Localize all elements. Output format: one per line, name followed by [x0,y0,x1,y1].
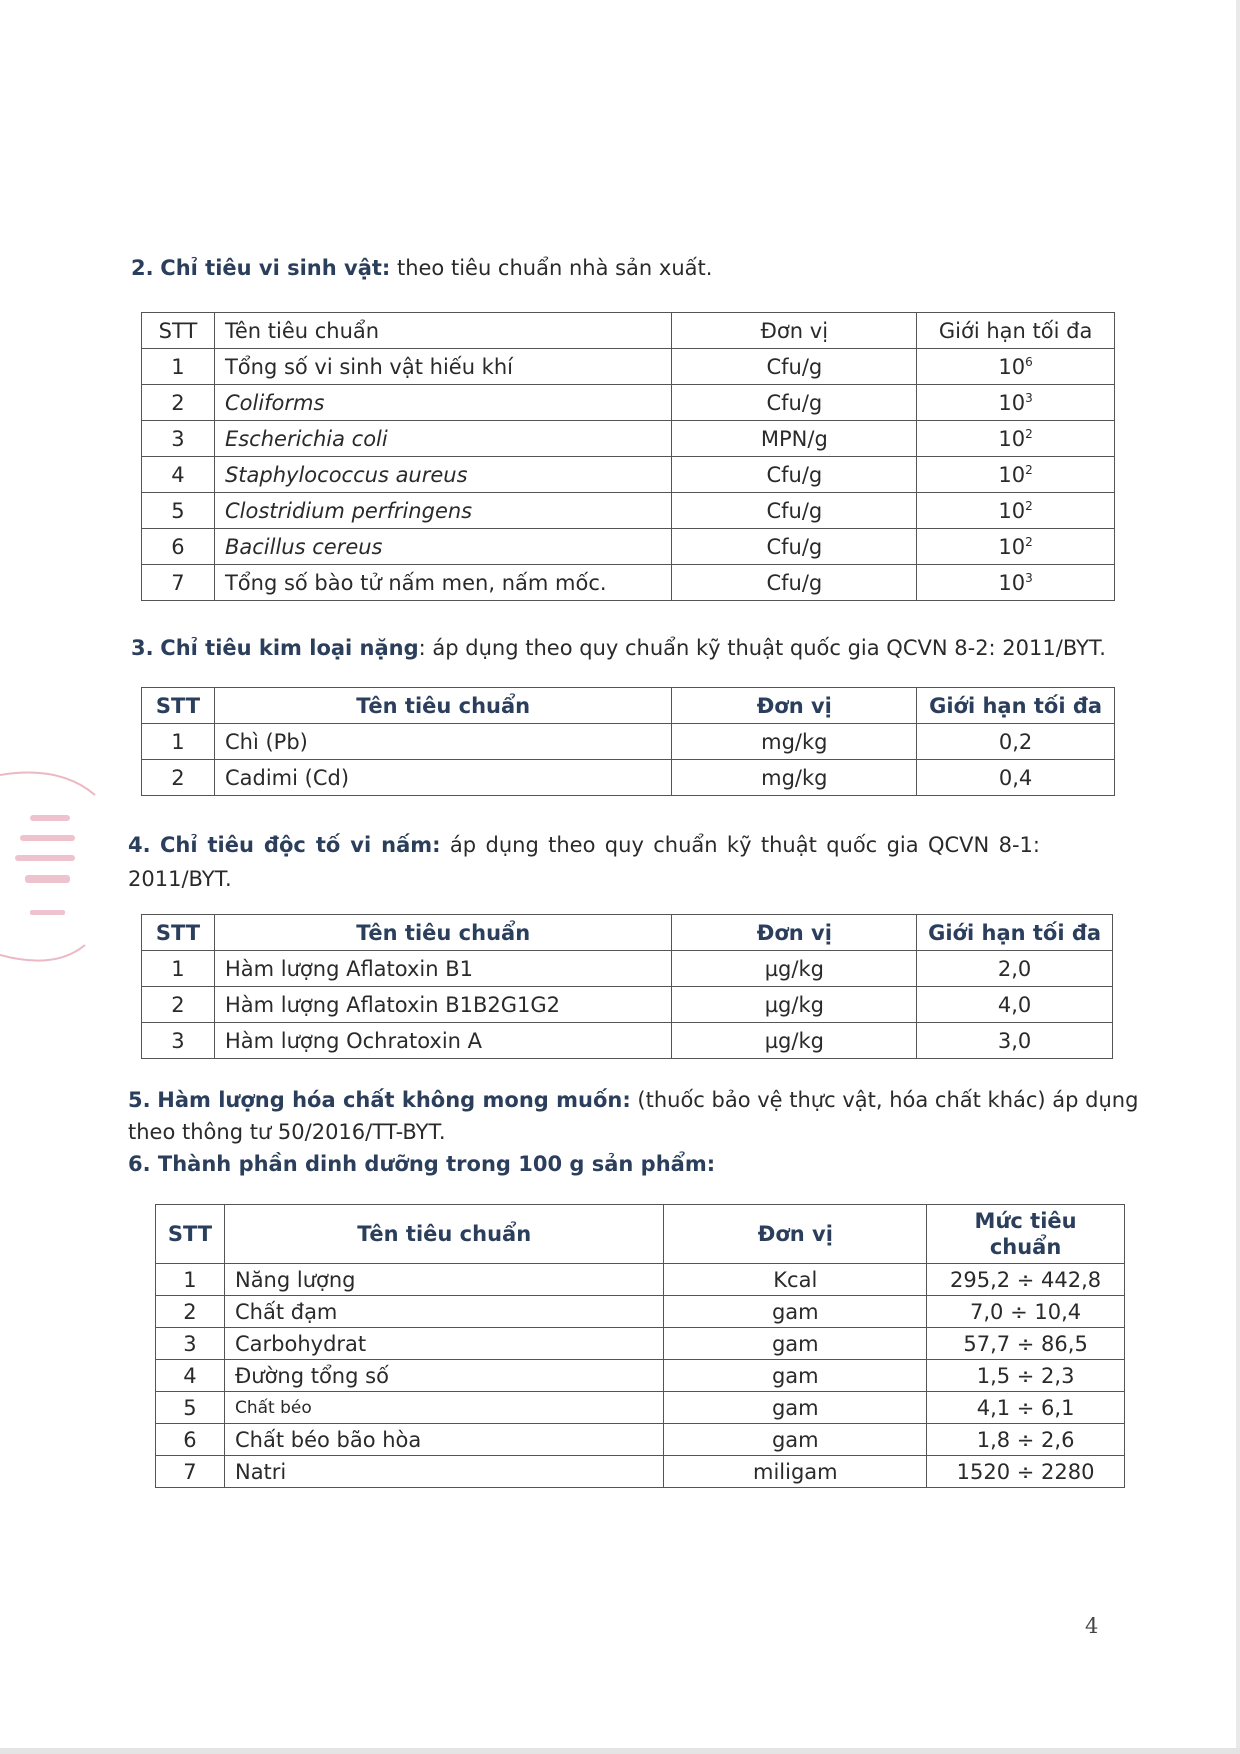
cell-value: 4,1 ÷ 6,1 [927,1392,1125,1424]
cell-name: Chất béo bão hòa [224,1424,663,1456]
limit-base: 10 [998,534,1026,559]
cell-limit [917,385,1115,421]
cell-stt: 1 [142,349,215,385]
cell-unit: Cfu/g [672,457,917,493]
cell-limit: 3,0 [917,1023,1113,1059]
section-4-title: Chỉ tiêu độc tố vi nấm: [159,833,441,857]
cell-stt: 5 [156,1392,225,1424]
cell-unit: mg/kg [672,760,917,796]
header-unit: Đơn vị [672,313,917,349]
heavy-metal-table [141,687,1115,796]
limit-exponent: 2 [1025,534,1033,549]
table-row [142,493,1115,529]
limit-exponent: 2 [1025,462,1033,477]
header-stt: STT [142,313,215,349]
cell-stt: 6 [142,529,215,565]
limit-exponent: 6 [1025,354,1033,369]
limit-exponent: 3 [1025,390,1033,405]
section-4-text-continued: 2011/BYT. [128,867,232,891]
table-row [142,724,1115,760]
cell-name: Tổng số vi sinh vật hiếu khí [214,349,672,385]
cell-stt: 6 [156,1424,225,1456]
section-5-number: 5. [128,1088,151,1112]
cell-stt: 1 [142,724,215,760]
section-3-title: Chỉ tiêu kim loại nặng [160,636,419,660]
cell-limit [917,565,1115,601]
section-2-title: Chỉ tiêu vi sinh vật: [160,256,391,280]
cell-unit: gam [664,1296,927,1328]
section-4-number: 4. [128,833,151,857]
header-unit: Đơn vị [664,1205,927,1264]
table-header-row [142,313,1115,349]
cell-limit [917,349,1115,385]
table-row [156,1424,1125,1456]
cell-limit [917,421,1115,457]
section-2-text: theo tiêu chuẩn nhà sản xuất. [390,256,713,280]
cell-name: Clostridium perfringens [214,493,672,529]
cell-unit: Cfu/g [672,565,917,601]
cell-limit: 0,4 [917,760,1115,796]
table-row [142,349,1115,385]
table-row [142,951,1113,987]
table-row [142,421,1115,457]
limit-base: 10 [998,498,1026,523]
cell-stt: 5 [142,493,215,529]
cell-unit: Cfu/g [672,385,917,421]
section-3-text: : áp dụng theo quy chuẩn kỹ thuật quốc gia QCVN 8-2: 2011/BYT. [418,636,1106,660]
cell-name: Cadimi (Cd) [214,760,671,796]
cell-name: Carbohydrat [224,1328,663,1360]
cell-stt: 4 [156,1360,225,1392]
cell-unit: Cfu/g [672,529,917,565]
header-stt: STT [142,915,215,951]
section-3-heading [131,632,1106,665]
section-5-text: (thuốc bảo vệ thực vật, hóa chất khác) áp dụng [630,1088,1139,1112]
header-stt: STT [142,688,215,724]
table-row [156,1456,1125,1488]
table-row [156,1328,1125,1360]
cell-value: 57,7 ÷ 86,5 [927,1328,1125,1360]
header-unit: Đơn vị [672,688,917,724]
cell-name: Escherichia coli [214,421,672,457]
table-header-row [142,688,1115,724]
cell-limit [917,457,1115,493]
cell-name: Tổng số bào tử nấm men, nấm mốc. [214,565,672,601]
section-6-title: Thành phần dinh dưỡng trong 100 g sản phẩm: [157,1152,716,1176]
limit-base: 10 [998,462,1026,487]
table-header-row [142,915,1113,951]
scan-edge-bottom [0,1748,1240,1754]
cell-name: Chất đạm [224,1296,663,1328]
cell-name: Năng lượng [224,1264,663,1296]
cell-stt: 2 [142,987,215,1023]
table-row [142,565,1115,601]
cell-unit: mg/kg [672,724,917,760]
limit-base: 10 [998,570,1026,595]
table-row [142,987,1113,1023]
header-limit: Giới hạn tối đa [917,688,1115,724]
limit-base: 10 [998,390,1026,415]
cell-limit: 0,2 [917,724,1115,760]
cell-unit: gam [664,1360,927,1392]
cell-stt: 7 [142,565,215,601]
cell-value: 1520 ÷ 2280 [927,1456,1125,1488]
section-4-text: áp dụng theo quy chuẩn kỹ thuật quốc gia QCVN 8-1: [440,833,1040,857]
cell-unit: gam [664,1392,927,1424]
cell-name: Staphylococcus aureus [214,457,672,493]
table-row [142,457,1115,493]
cell-limit [917,493,1115,529]
header-name: Tên tiêu chuẩn [214,313,672,349]
mycotoxin-table [141,914,1113,1059]
section-5-heading [128,1084,1138,1117]
section-6-heading [128,1148,715,1181]
cell-value: 295,2 ÷ 442,8 [927,1264,1125,1296]
cell-stt: 1 [142,951,215,987]
cell-name: Chì (Pb) [214,724,671,760]
limit-base: 10 [998,354,1026,379]
header-value: Mức tiêu chuẩn [927,1205,1125,1264]
header-limit: Giới hạn tối đa [917,915,1113,951]
section-2-heading [131,252,712,285]
cell-unit: Kcal [664,1264,927,1296]
cell-name: Bacillus cereus [214,529,672,565]
table-row [142,760,1115,796]
cell-unit: MPN/g [672,421,917,457]
header-unit: Đơn vị [672,915,917,951]
cell-limit: 2,0 [917,951,1113,987]
header-name: Tên tiêu chuẩn [214,915,671,951]
cell-stt: 3 [156,1328,225,1360]
header-name: Tên tiêu chuẩn [214,688,671,724]
section-5-title: Hàm lượng hóa chất không mong muốn: [157,1088,631,1112]
cell-value: 1,5 ÷ 2,3 [927,1360,1125,1392]
cell-unit: Cfu/g [672,349,917,385]
cell-value: 7,0 ÷ 10,4 [927,1296,1125,1328]
cell-stt: 3 [142,1023,215,1059]
header-stt: STT [156,1205,225,1264]
limit-exponent: 3 [1025,570,1033,585]
cell-stt: 2 [156,1296,225,1328]
cell-unit: gam [664,1424,927,1456]
header-limit: Giới hạn tối đa [917,313,1115,349]
cell-stt: 4 [142,457,215,493]
cell-value: 1,8 ÷ 2,6 [927,1424,1125,1456]
cell-unit: Cfu/g [672,493,917,529]
table-header-row [156,1205,1125,1264]
cell-name: Hàm lượng Aflatoxin B1 [214,951,671,987]
table-row [156,1264,1125,1296]
table-row [156,1392,1125,1424]
nutrition-table [155,1204,1125,1488]
table-row [142,1023,1113,1059]
cell-limit [917,529,1115,565]
cell-name: Chất béo [224,1392,663,1424]
cell-name: Đường tổng số [224,1360,663,1392]
cell-stt: 2 [142,760,215,796]
section-3-number: 3. [131,636,154,660]
cell-limit: 4,0 [917,987,1113,1023]
limit-exponent: 2 [1025,426,1033,441]
cell-name: Coliforms [214,385,672,421]
cell-unit: µg/kg [672,1023,917,1059]
section-4-heading [128,829,1040,862]
cell-stt: 1 [156,1264,225,1296]
cell-name: Hàm lượng Ochratoxin A [214,1023,671,1059]
table-row [156,1360,1125,1392]
header-name: Tên tiêu chuẩn [224,1205,663,1264]
cell-name: Hàm lượng Aflatoxin B1B2G1G2 [214,987,671,1023]
page-number: 4 [1085,1614,1099,1638]
table-row [142,529,1115,565]
cell-unit: µg/kg [672,951,917,987]
table-row [156,1296,1125,1328]
section-6-number: 6. [128,1152,151,1176]
table-row [142,385,1115,421]
cell-stt: 2 [142,385,215,421]
scan-edge-right [1236,0,1240,1754]
section-5-text-continued: theo thông tư 50/2016/TT-BYT. [128,1120,446,1144]
company-seal-stamp [0,755,105,985]
cell-stt: 3 [142,421,215,457]
cell-stt: 7 [156,1456,225,1488]
cell-unit: miligam [664,1456,927,1488]
microbiology-table [141,312,1115,601]
limit-exponent: 2 [1025,498,1033,513]
cell-unit: gam [664,1328,927,1360]
cell-name: Natri [224,1456,663,1488]
limit-base: 10 [998,426,1026,451]
cell-unit: µg/kg [672,987,917,1023]
section-2-number: 2. [131,256,154,280]
